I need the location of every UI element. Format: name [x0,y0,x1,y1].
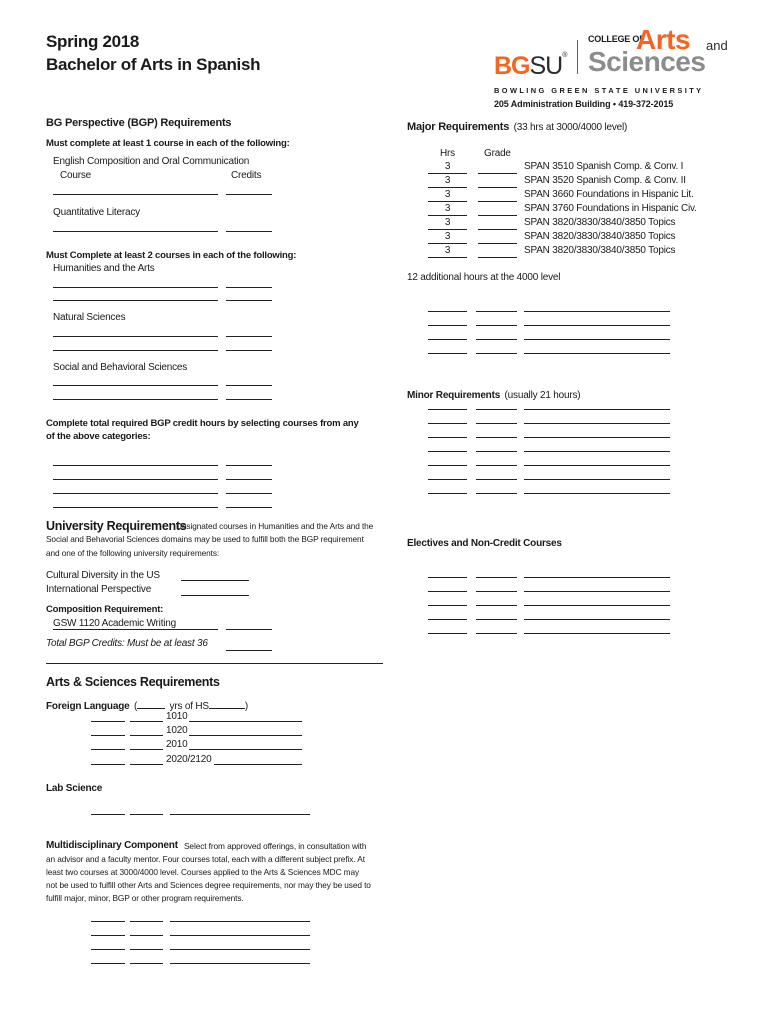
mdc-field-3b[interactable] [130,949,163,950]
gsw-course-line [53,629,218,630]
major-hrs-value: 3 [444,203,451,214]
major-course-name: SPAN 3820/3830/3840/3850 Topics [524,217,676,228]
lang-2010-label: 2010 [166,739,188,750]
major-grade-field[interactable] [478,173,517,174]
minor-course-field[interactable] [524,451,670,452]
eng-credits-field[interactable] [226,194,272,195]
additional-hrs-field-2[interactable] [428,325,467,326]
major-course-name: SPAN 3820/3830/3840/3850 Topics [524,245,676,256]
university-name: B O W L I N G G R E E N S T A T E U N I V E R S I T Y [494,86,702,95]
major-heading-row [407,117,627,135]
yrs-hs-label: yrs of HS [169,701,209,712]
minor-course-field[interactable] [524,479,670,480]
additional-course-field-1[interactable] [524,311,670,312]
humanities-credits-field-2[interactable] [226,300,272,301]
lab-science-label: Lab Science [46,783,103,794]
extra-course-field-4[interactable] [53,507,218,508]
additional-grade-field-3[interactable] [476,339,517,340]
eng-comp-label: English Composition and Oral Communication [53,156,250,167]
bgp-heading: BG Perspective (BGP) Requirements [46,117,232,129]
minor-hrs-field[interactable] [428,465,467,466]
grade-label: Grade [484,148,511,159]
university-heading: University Requirements [46,519,187,533]
major-hrs-field[interactable] [428,201,467,202]
gsw-label: GSW 1120 Academic Writing [53,618,177,629]
humanities-course-field-2[interactable] [53,300,218,301]
bgp-must-two: Must Complete at least 2 courses in each of the following: [46,250,297,261]
additional-hrs-field-4[interactable] [428,353,467,354]
extra-course-field-3[interactable] [53,493,218,494]
elective-grade-field[interactable] [476,577,517,578]
minor-grade-field[interactable] [476,423,517,424]
minor-grade-field[interactable] [476,451,517,452]
major-grade-field[interactable] [478,243,517,244]
mdc-field-2c[interactable] [170,935,310,936]
minor-hrs-field[interactable] [428,493,467,494]
major-hrs-value: 3 [444,175,451,186]
section-divider [46,663,383,664]
additional-grade-field-1[interactable] [476,311,517,312]
yrs-hs-value-field[interactable] [209,708,245,709]
elective-course-field[interactable] [524,619,670,620]
elective-course-field[interactable] [524,577,670,578]
major-heading: Major Requirements [407,121,510,133]
international-label: International Perspective [46,584,152,595]
minor-course-field[interactable] [524,409,670,410]
logo-divider [577,40,578,74]
minor-hrs-field[interactable] [428,479,467,480]
mdc-field-3c[interactable] [170,949,310,950]
lab-field-a[interactable] [91,814,125,815]
additional-course-field-3[interactable] [524,339,670,340]
college-of-label: COLLEGE OF [588,34,645,44]
minor-heading-row [407,385,580,403]
lang-2010-field-a[interactable] [91,749,125,750]
gsw-credits-field[interactable] [226,629,272,630]
lang-1020-field-b[interactable] [130,735,163,736]
major-hrs-field[interactable] [428,257,467,258]
lang-2020-field-b[interactable] [130,764,163,765]
major-course-name: SPAN 3520 Spanish Comp. & Conv. II [524,175,686,186]
mdc-desc-4: not be used to fulfill other Arts and Sciences degree requirements, nor may they be used to [46,880,371,890]
lang-1010-field-b[interactable] [130,721,163,722]
lang-2010-field-b[interactable] [130,749,163,750]
composition-label: Composition Requirement: [46,604,164,615]
natural-credits-field-2[interactable] [226,350,272,351]
mdc-field-4a[interactable] [91,963,125,964]
sciences-wordmark: Sciences [588,46,706,77]
mdc-desc-5: fulfill major, minor, BGP or other program requirements. [46,893,244,903]
and-wordmark: and [706,38,728,53]
major-heading-note: (33 hrs at 3000/4000 level) [513,122,628,133]
program-title: Bachelor of Arts in Spanish [46,55,261,74]
major-hrs-field[interactable] [428,229,467,230]
eng-course-field[interactable] [53,194,218,195]
humanities-label: Humanities and the Arts [53,263,155,274]
elective-grade-field[interactable] [476,633,517,634]
mdc-field-2a[interactable] [91,935,125,936]
major-hrs-value: 3 [444,161,451,172]
university-desc-2: Social and Behavorial Sciences domains may be used to fulfill both the BGP requirement [46,534,364,544]
mdc-field-2b[interactable] [130,935,163,936]
quant-label: Quantitative Literacy [53,207,140,218]
additional-hrs-field-3[interactable] [428,339,467,340]
arts-wordmark: Arts [636,24,691,55]
social-course-field-2[interactable] [53,399,218,400]
lang-1020-field-a[interactable] [91,735,125,736]
mdc-field-4c[interactable] [170,963,310,964]
lab-field-c[interactable] [170,814,310,815]
extra-credits-field-2[interactable] [226,479,272,480]
lang-2020-label: 2020/2120 [166,754,212,765]
mdc-field-3a[interactable] [91,949,125,950]
social-course-field-1[interactable] [53,385,218,386]
additional-grade-field-2[interactable] [476,325,517,326]
natural-label: Natural Sciences [53,312,126,323]
minor-course-field[interactable] [524,423,670,424]
elective-hrs-field[interactable] [428,591,467,592]
electives-heading: Electives and Non-Credit Courses [407,538,562,549]
mdc-field-1c[interactable] [170,921,310,922]
major-grade-field[interactable] [478,201,517,202]
additional-course-field-4[interactable] [524,353,670,354]
elective-grade-field[interactable] [476,605,517,606]
mdc-desc-3: least two courses at 3000/4000 level. Courses applied to the Arts & Sciences MDC may [46,867,360,877]
humanities-course-field-1[interactable] [53,287,218,288]
major-grade-field[interactable] [478,257,517,258]
total-bgp-label: Total BGP Credits: Must be at least 36 [46,638,208,649]
major-hrs-value: 3 [444,217,451,228]
major-course-name: SPAN 3760 Foundations in Hispanic Civ. [524,203,697,214]
hrs-label: Hrs [440,148,455,159]
elective-hrs-field[interactable] [428,633,467,634]
mdc-field-1b[interactable] [130,921,163,922]
additional-hours-label: 12 additional hours at the 4000 level [407,272,561,283]
additional-grade-field-4[interactable] [476,353,517,354]
elective-grade-field[interactable] [476,591,517,592]
lang-1020-label: 1020 [166,725,188,736]
elective-grade-field[interactable] [476,619,517,620]
total-bgp-field[interactable] [226,650,272,651]
minor-grade-field[interactable] [476,493,517,494]
foreign-lang-row: Foreign Language ( yrs of HS ) [46,701,248,712]
extra-credits-field-3[interactable] [226,493,272,494]
minor-course-field[interactable] [524,465,670,466]
social-label: Social and Behavioral Sciences [53,362,188,373]
university-desc-1: Designated courses in Humanities and the Arts and the [176,521,374,531]
course-label: Course [60,170,92,181]
mdc-desc-2: an advisor and a faculty mentor. Four courses total, each with a different subject prefix. At [46,854,365,864]
major-grade-field[interactable] [478,215,517,216]
foreign-lang-label: Foreign Language [46,701,130,712]
elective-hrs-field[interactable] [428,577,467,578]
quant-credits-field[interactable] [226,231,272,232]
yrs-hs-field[interactable] [137,708,165,709]
major-grade-field[interactable] [478,229,517,230]
additional-hrs-field-1[interactable] [428,311,467,312]
lang-2010-field-c[interactable] [189,749,302,750]
mdc-heading: Multidisciplinary Component [46,840,178,851]
major-hrs-field[interactable] [428,173,467,174]
lang-2020-field-a[interactable] [91,764,125,765]
minor-hrs-field[interactable] [428,409,467,410]
minor-course-field[interactable] [524,493,670,494]
university-desc-3: and one of the following university requirements: [46,548,220,558]
mdc-field-1a[interactable] [91,921,125,922]
major-hrs-field[interactable] [428,215,467,216]
complete-total-line-1: Complete total required BGP credit hours by selecting courses from any [46,418,359,429]
credits-label: Credits [231,170,262,181]
extra-course-field-1[interactable] [53,465,218,466]
major-hrs-field[interactable] [428,243,467,244]
social-credits-field-1[interactable] [226,385,272,386]
humanities-credits-field-1[interactable] [226,287,272,288]
extra-credits-field-4[interactable] [226,507,272,508]
quant-course-field[interactable] [53,231,218,232]
major-course-name: SPAN 3820/3830/3840/3850 Topics [524,231,676,242]
bgp-must-one: Must complete at least 1 course in each of the following: [46,138,290,149]
international-field[interactable] [181,595,249,596]
natural-course-field-2[interactable] [53,350,218,351]
address: 205 Administration Building • 419-372-2015 [494,99,674,109]
mdc-desc-1: Select from approved offerings, in consultation with [184,841,367,851]
elective-hrs-field[interactable] [428,605,467,606]
complete-total-line-2: of the above categories: [46,431,151,442]
elective-hrs-field[interactable] [428,619,467,620]
page-title: Spring 2018 [46,32,140,51]
elective-course-field[interactable] [524,633,670,634]
minor-heading: Minor Requirements [407,390,501,401]
cultural-label: Cultural Diversity in the US [46,570,160,581]
lang-1010-label: 1010 [166,711,188,722]
lang-1010-field-a[interactable] [91,721,125,722]
natural-course-field-1[interactable] [53,336,218,337]
minor-grade-field[interactable] [476,409,517,410]
arts-sci-heading: Arts & Sciences Requirements [46,675,220,689]
lang-1020-field-c[interactable] [189,735,302,736]
minor-course-field[interactable] [524,437,670,438]
major-hrs-value: 3 [444,189,451,200]
social-credits-field-2[interactable] [226,399,272,400]
minor-hrs-field[interactable] [428,437,467,438]
bgsu-logo: BGSU® [494,52,568,80]
elective-course-field[interactable] [524,591,670,592]
mdc-field-4b[interactable] [130,963,163,964]
extra-credits-field-1[interactable] [226,465,272,466]
minor-grade-field[interactable] [476,465,517,466]
major-hrs-value: 3 [444,231,451,242]
cultural-field[interactable] [181,580,249,581]
lab-field-b[interactable] [130,814,163,815]
major-course-name: SPAN 3510 Spanish Comp. & Conv. I [524,161,684,172]
extra-course-field-2[interactable] [53,479,218,480]
minor-hrs-field[interactable] [428,451,467,452]
major-grade-field[interactable] [478,187,517,188]
lang-1010-field-c[interactable] [189,721,302,722]
minor-hrs-field[interactable] [428,423,467,424]
additional-course-field-2[interactable] [524,325,670,326]
major-course-name: SPAN 3660 Foundations in Hispanic Lit. [524,189,694,200]
elective-course-field[interactable] [524,605,670,606]
minor-note: (usually 21 hours) [504,390,581,401]
natural-credits-field-1[interactable] [226,336,272,337]
minor-grade-field[interactable] [476,479,517,480]
lang-2020-field-c[interactable] [214,764,302,765]
major-hrs-value: 3 [444,245,451,256]
minor-grade-field[interactable] [476,437,517,438]
major-hrs-field[interactable] [428,187,467,188]
